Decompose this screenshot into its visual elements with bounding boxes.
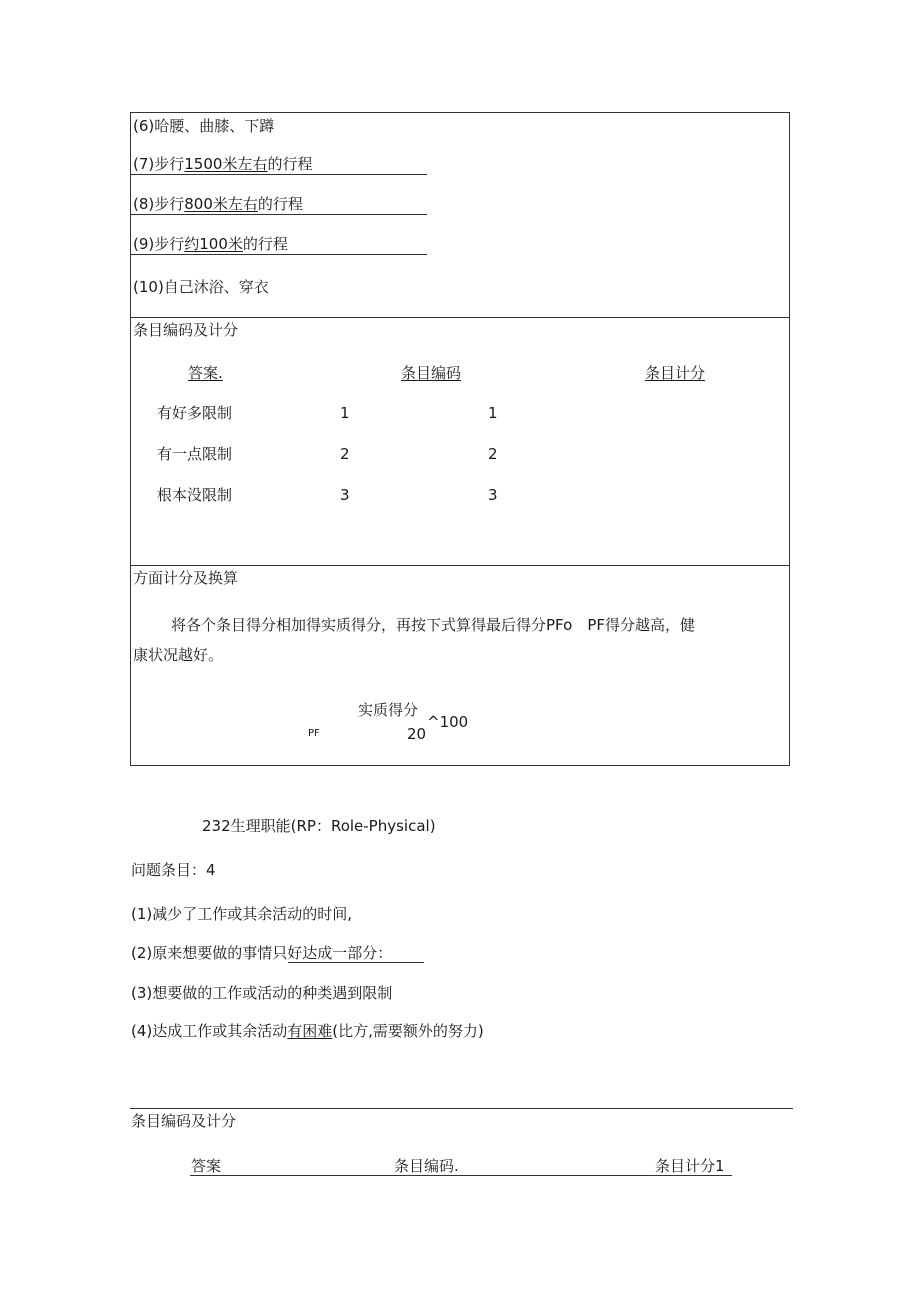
item-7 (133, 154, 312, 174)
item-text: (2)原来想要做的事情 (131, 944, 273, 962)
item-number: (6) (133, 117, 155, 135)
header-score: 条目计分 (645, 364, 706, 382)
conversion-title: 方面计分及换算 (133, 569, 239, 587)
row-code: 2 (340, 445, 350, 463)
coding2-title: 条目编码及计分 (131, 1112, 237, 1130)
item-suffix: 的行程 (242, 235, 288, 253)
table-divider (131, 565, 789, 566)
rp-item-1 (131, 904, 352, 924)
header-code: 条目编码 (401, 364, 462, 382)
conversion-paragraph-line1: 将各个条目得分相加得实质得分，再按下式算得最后得分PFo PF得分越高，健 (171, 616, 695, 634)
section-divider (130, 1108, 793, 1109)
section-heading: 232生理职能(RP：Role-Physical) (202, 817, 436, 835)
item-number: (7) (133, 155, 155, 173)
item-underlined: 约100米 (184, 235, 243, 253)
item-underlined: 只好达成一部分： (272, 944, 393, 962)
formula-denominator: 20 (407, 725, 427, 743)
item-underlined: 1500米左右 (184, 155, 268, 173)
coding2-header-code: 条目编码. (394, 1157, 459, 1175)
answer-line (131, 174, 427, 175)
item-9 (133, 234, 288, 254)
pf-table (130, 112, 790, 766)
formula-numerator: 实质得分 (358, 701, 419, 719)
formula-label: PF (308, 728, 320, 739)
rp-item-3 (131, 983, 392, 1003)
item-suffix: (比方,需要额外的努力) (332, 1022, 484, 1040)
rp-item-4 (131, 1021, 484, 1041)
item-count: 问题条目：4 (131, 861, 216, 879)
rp-item-2 (131, 943, 392, 963)
item-text: 自己沐浴、穿衣 (163, 278, 269, 296)
row-answer: 有好多限制 (157, 404, 233, 422)
item-number: (10) (133, 278, 164, 296)
header-underline (190, 1175, 732, 1176)
header-answer: 答案. (188, 364, 223, 382)
item-text: 步行 (154, 195, 185, 213)
item-suffix: 的行程 (267, 155, 313, 173)
item-underlined: 有困难 (287, 1022, 333, 1040)
item-number: (9) (133, 235, 155, 253)
item-text: (3)想要做的工作或活动的种类遇到限制 (131, 984, 393, 1002)
item-text: (4)达成工作或其余活动 (131, 1022, 288, 1040)
row-score: 3 (488, 486, 498, 504)
row-code: 3 (340, 486, 350, 504)
coding2-header-answer: 答案 (191, 1157, 222, 1175)
answer-line (288, 962, 424, 963)
row-score: 2 (488, 445, 498, 463)
coding-title: 条目编码及计分 (133, 321, 239, 339)
formula-multiplier: ^100 (427, 713, 469, 731)
item-suffix: 的行程 (257, 195, 303, 213)
coding2-header-score: 条目计分1 (655, 1157, 725, 1175)
item-text: (1)减少了工作或其余活动的时间, (131, 905, 353, 923)
item-6 (133, 116, 274, 136)
row-answer: 有一点限制 (157, 445, 233, 463)
item-text: 步行 (154, 155, 185, 173)
row-score: 1 (488, 404, 498, 422)
answer-line (131, 214, 427, 215)
conversion-paragraph-line2: 康状况越好。 (133, 646, 224, 664)
row-answer: 根本没限制 (157, 486, 233, 504)
item-underlined: 800米左右 (184, 195, 258, 213)
item-text: 步行 (154, 235, 185, 253)
item-8 (133, 194, 303, 214)
item-10 (133, 277, 269, 297)
item-text: 哈腰、曲膝、下蹲 (154, 117, 275, 135)
table-divider (131, 317, 789, 318)
row-code: 1 (340, 404, 350, 422)
answer-line (131, 254, 427, 255)
item-number: (8) (133, 195, 155, 213)
